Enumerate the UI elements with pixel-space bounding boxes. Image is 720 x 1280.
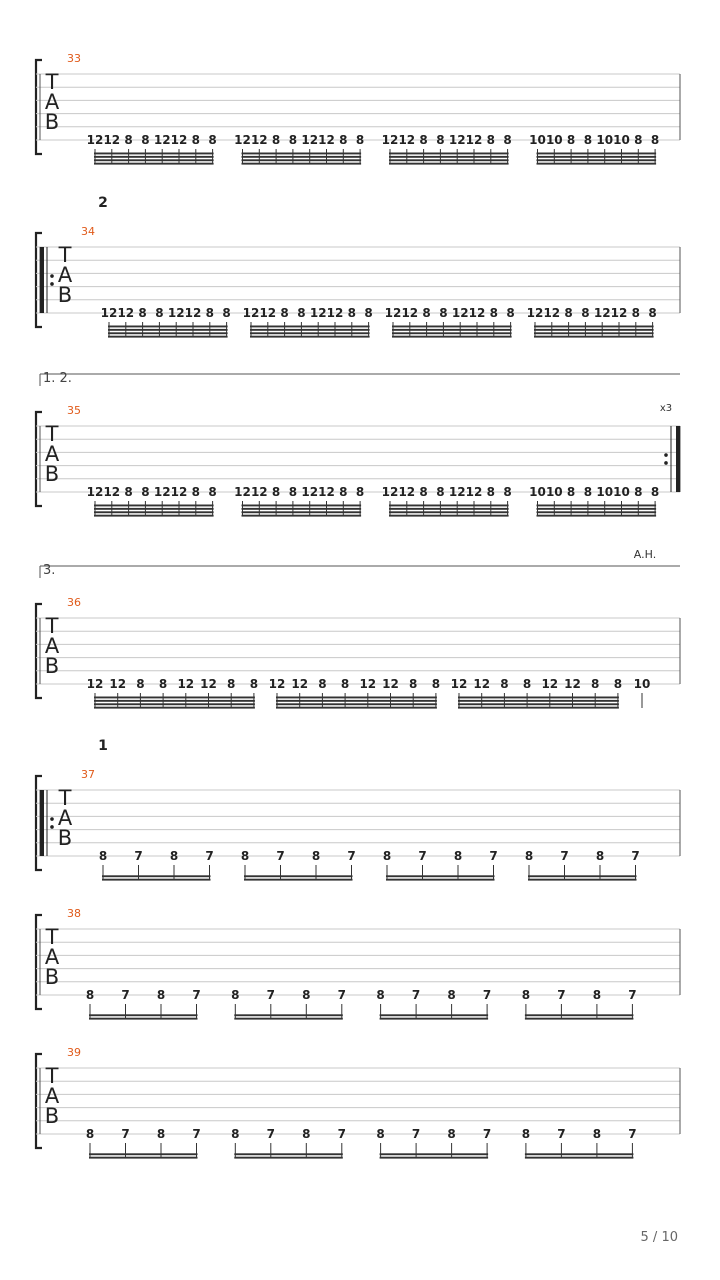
fret-number: 12 xyxy=(86,677,104,691)
fret-number: 12 xyxy=(398,485,416,499)
beam xyxy=(525,1153,634,1155)
beam xyxy=(386,875,495,877)
fret-number: 8 xyxy=(581,306,590,320)
fret-number: 12 xyxy=(167,306,185,320)
fret-number: 12 xyxy=(541,677,559,691)
fret-number: 12 xyxy=(381,133,399,147)
fret-number: 8 xyxy=(355,133,365,147)
beam xyxy=(94,703,255,705)
tab-clef-letter: A xyxy=(57,263,73,287)
fret-number: 12 xyxy=(381,485,399,499)
fret-number: 8 xyxy=(486,133,495,147)
fret-number: 8 xyxy=(566,485,576,499)
fret-number: 8 xyxy=(566,133,576,147)
fret-number: 8 xyxy=(136,677,145,691)
fret-number: 8 xyxy=(141,133,150,147)
fret-number: 8 xyxy=(231,988,240,1002)
fret-number: 7 xyxy=(557,988,566,1002)
repeat-dot xyxy=(50,274,54,278)
beam xyxy=(537,163,657,165)
fret-number: 8 xyxy=(409,677,418,691)
beam xyxy=(102,879,211,881)
beam xyxy=(389,511,509,513)
fret-number: 10 xyxy=(613,485,630,499)
fret-number: 8 xyxy=(503,485,512,499)
fret-number: 8 xyxy=(634,133,643,147)
fret-number: 8 xyxy=(227,677,236,691)
beam xyxy=(242,156,362,158)
page-number: 5 / 10 xyxy=(640,1230,678,1245)
section-number: 2 xyxy=(98,195,108,211)
fret-number: 7 xyxy=(121,1127,130,1141)
fret-number: 12 xyxy=(250,133,268,147)
fret-number: 10 xyxy=(529,485,546,499)
beam xyxy=(389,159,509,161)
measure-number: 39 xyxy=(67,1046,81,1059)
beam xyxy=(108,336,228,338)
beam xyxy=(458,700,619,702)
fret-number: 8 xyxy=(376,988,385,1002)
beam xyxy=(242,159,362,161)
beam xyxy=(94,153,214,155)
beam xyxy=(537,159,657,161)
fret-number: 7 xyxy=(418,849,427,863)
tab-clef-letter: B xyxy=(44,654,60,678)
repeat-dot xyxy=(664,453,668,457)
fret-number: 8 xyxy=(302,1127,311,1141)
fret-number: 12 xyxy=(450,677,468,691)
fret-number: 7 xyxy=(628,988,637,1002)
repeat-end-thick-bar xyxy=(676,426,680,492)
beam xyxy=(94,700,255,702)
fret-number: 7 xyxy=(411,1127,421,1141)
fret-number: 8 xyxy=(650,485,660,499)
beam xyxy=(94,697,255,699)
tab-clef-letter: T xyxy=(45,70,59,94)
fret-number: 8 xyxy=(158,677,168,691)
beam xyxy=(276,700,437,702)
fret-number: 12 xyxy=(384,306,402,320)
fret-number: 12 xyxy=(103,133,121,147)
beam xyxy=(525,1157,634,1159)
fret-number: 12 xyxy=(200,677,217,691)
beam xyxy=(392,329,512,331)
fret-number: 8 xyxy=(297,306,306,320)
beam xyxy=(389,515,509,517)
measure-number: 34 xyxy=(81,225,95,238)
fret-number: 12 xyxy=(473,677,491,691)
fret-number: 7 xyxy=(121,988,130,1002)
beam xyxy=(389,153,509,155)
fret-number: 12 xyxy=(564,677,581,691)
beam xyxy=(380,1157,489,1159)
fret-number: 8 xyxy=(364,306,373,320)
fret-number: 8 xyxy=(489,306,498,320)
fret-number: 7 xyxy=(266,988,275,1002)
tab-clef-letter: A xyxy=(44,1084,60,1108)
fret-number: 10 xyxy=(633,677,651,691)
measure-number: 38 xyxy=(67,907,81,920)
tab-clef-letter: B xyxy=(44,462,60,486)
beam xyxy=(392,326,512,328)
fret-number: 8 xyxy=(124,133,133,147)
beam xyxy=(534,336,654,338)
fret-number: 8 xyxy=(156,988,166,1002)
beam xyxy=(525,1014,634,1016)
tab-clef-letter: B xyxy=(57,826,73,850)
fret-number: 12 xyxy=(170,485,188,499)
beam xyxy=(94,707,255,709)
beam xyxy=(94,505,214,507)
repeat-start-thick-bar xyxy=(40,247,44,313)
fret-number: 12 xyxy=(184,306,202,320)
fret-number: 8 xyxy=(595,849,605,863)
tab-clef-letter: A xyxy=(44,442,60,466)
beam xyxy=(242,153,362,155)
fret-number: 8 xyxy=(208,485,217,499)
beam xyxy=(250,336,370,338)
fret-number: 12 xyxy=(291,677,309,691)
fret-number: 8 xyxy=(382,849,392,863)
beam xyxy=(234,1157,342,1159)
fret-number: 8 xyxy=(240,849,250,863)
beam xyxy=(537,156,657,158)
fret-number: 12 xyxy=(401,306,419,320)
fret-number: 7 xyxy=(276,849,285,863)
fret-number: 7 xyxy=(560,849,569,863)
fret-number: 8 xyxy=(486,485,495,499)
beam xyxy=(392,332,512,334)
fret-number: 8 xyxy=(347,306,356,320)
fret-number: 12 xyxy=(318,485,335,499)
fret-number: 12 xyxy=(468,306,486,320)
tab-clef-letter: B xyxy=(44,110,60,134)
fret-number: 8 xyxy=(85,988,95,1002)
fret-number: 7 xyxy=(192,1127,201,1141)
fret-number: 8 xyxy=(169,849,179,863)
tab-clef-letter: T xyxy=(58,786,72,810)
fret-number: 12 xyxy=(117,306,135,320)
beam xyxy=(244,875,353,877)
fret-number: 8 xyxy=(631,306,640,320)
fret-number: 12 xyxy=(318,133,335,147)
beam xyxy=(234,1153,342,1155)
beam xyxy=(94,511,214,513)
fret-number: 8 xyxy=(524,849,534,863)
beam xyxy=(386,879,495,881)
fret-number: 8 xyxy=(583,485,593,499)
fret-number: 12 xyxy=(326,306,344,320)
beam xyxy=(537,153,657,155)
fret-number: 12 xyxy=(465,485,483,499)
repeat-dot xyxy=(50,817,54,821)
beam xyxy=(389,508,509,510)
beam xyxy=(108,329,228,331)
beam xyxy=(534,329,654,331)
beam xyxy=(250,329,370,331)
fret-number: 8 xyxy=(453,849,463,863)
fret-number: 12 xyxy=(526,306,544,320)
fret-number: 12 xyxy=(465,133,483,147)
fret-number: 12 xyxy=(259,306,277,320)
fret-number: 12 xyxy=(309,306,327,320)
fret-number: 8 xyxy=(447,1127,456,1141)
fret-number: 12 xyxy=(234,485,251,499)
fret-number: 7 xyxy=(205,849,214,863)
beam xyxy=(89,1018,198,1020)
beam xyxy=(458,703,619,705)
fret-number: 12 xyxy=(100,306,118,320)
fret-number: 8 xyxy=(191,485,200,499)
beam xyxy=(89,1153,198,1155)
fret-number: 8 xyxy=(138,306,147,320)
fret-number: 8 xyxy=(500,677,509,691)
fret-number: 12 xyxy=(543,306,561,320)
volta-label: 1. 2. xyxy=(43,371,72,386)
measure-number: 35 xyxy=(67,404,81,417)
fret-number: 8 xyxy=(155,306,164,320)
fret-number: 12 xyxy=(170,133,188,147)
beam xyxy=(242,163,362,165)
beam xyxy=(94,515,214,517)
tab-clef-letter: A xyxy=(44,634,60,658)
beam xyxy=(537,511,657,513)
fret-number: 12 xyxy=(234,133,251,147)
fret-number: 8 xyxy=(302,988,311,1002)
beam xyxy=(250,332,370,334)
fret-number: 8 xyxy=(591,677,600,691)
fret-number: 8 xyxy=(634,485,643,499)
fret-number: 10 xyxy=(613,133,630,147)
beam xyxy=(276,703,437,705)
fret-number: 12 xyxy=(359,677,377,691)
fret-number: 10 xyxy=(529,133,546,147)
fret-number: 8 xyxy=(191,133,200,147)
fret-number: 10 xyxy=(596,133,614,147)
fret-number: 8 xyxy=(521,988,531,1002)
beam xyxy=(528,879,637,881)
beam xyxy=(537,505,657,507)
beam xyxy=(380,1153,489,1155)
fret-number: 12 xyxy=(398,133,416,147)
fret-number: 8 xyxy=(447,988,456,1002)
fret-number: 10 xyxy=(545,485,563,499)
fret-number: 12 xyxy=(301,133,319,147)
beam xyxy=(89,1014,198,1016)
beam xyxy=(392,336,512,338)
beam xyxy=(537,508,657,510)
fret-number: 8 xyxy=(506,306,515,320)
fret-number: 8 xyxy=(648,306,657,320)
fret-number: 8 xyxy=(431,677,441,691)
repeat-count: x3 xyxy=(659,403,673,414)
beam xyxy=(250,326,370,328)
tab-clef-letter: B xyxy=(57,283,73,307)
measure-number: 37 xyxy=(81,768,95,781)
beam xyxy=(244,879,353,881)
beam xyxy=(537,515,657,517)
fret-number: 8 xyxy=(613,677,623,691)
tab-clef-letter: T xyxy=(45,1064,59,1088)
fret-number: 8 xyxy=(650,133,660,147)
repeat-dot xyxy=(50,825,54,829)
fret-number: 10 xyxy=(596,485,614,499)
fret-number: 8 xyxy=(422,306,431,320)
fret-number: 8 xyxy=(564,306,573,320)
fret-number: 7 xyxy=(557,1127,566,1141)
fret-number: 8 xyxy=(355,485,365,499)
beam xyxy=(108,326,228,328)
beam xyxy=(94,163,214,165)
fret-number: 8 xyxy=(439,306,448,320)
beam xyxy=(102,875,211,877)
fret-number: 8 xyxy=(271,485,281,499)
fret-number: 12 xyxy=(593,306,611,320)
fret-number: 12 xyxy=(109,677,127,691)
beam xyxy=(528,875,637,877)
fret-number: 8 xyxy=(288,485,298,499)
beam xyxy=(276,697,437,699)
beam xyxy=(94,156,214,158)
beam xyxy=(389,163,509,165)
tab-clef-letter: A xyxy=(44,945,60,969)
fret-number: 8 xyxy=(419,485,428,499)
beam xyxy=(89,1157,198,1159)
fret-number: 12 xyxy=(301,485,319,499)
tab-clef-letter: T xyxy=(45,614,59,638)
beam xyxy=(242,515,362,517)
beam xyxy=(242,505,362,507)
fret-number: 7 xyxy=(628,1127,637,1141)
fret-number: 12 xyxy=(268,677,286,691)
fret-number: 8 xyxy=(340,677,350,691)
tab-clef-letter: T xyxy=(45,422,59,446)
beam xyxy=(242,511,362,513)
beam xyxy=(242,508,362,510)
volta-label: 3. xyxy=(43,563,56,578)
fret-number: 8 xyxy=(249,677,259,691)
fret-number: 12 xyxy=(86,485,104,499)
fret-number: 8 xyxy=(339,133,348,147)
fret-number: 12 xyxy=(448,485,466,499)
fret-number: 12 xyxy=(177,677,195,691)
fret-number: 8 xyxy=(98,849,108,863)
fret-number: 8 xyxy=(208,133,217,147)
fret-number: 8 xyxy=(521,1127,531,1141)
beam xyxy=(458,707,619,709)
fret-number: 7 xyxy=(482,988,492,1002)
fret-number: 7 xyxy=(266,1127,275,1141)
fret-number: 10 xyxy=(545,133,563,147)
fret-number: 8 xyxy=(376,1127,385,1141)
beam xyxy=(234,1014,342,1016)
beam xyxy=(380,1014,489,1016)
beam xyxy=(534,326,654,328)
section-number: 1 xyxy=(98,738,108,754)
fret-number: 7 xyxy=(489,849,498,863)
beam xyxy=(94,159,214,161)
fret-number: 8 xyxy=(522,677,532,691)
fret-number: 12 xyxy=(448,133,466,147)
beam xyxy=(108,332,228,334)
fret-number: 8 xyxy=(222,306,231,320)
fret-number: 8 xyxy=(592,1127,602,1141)
tab-clef-letter: B xyxy=(44,965,60,989)
repeat-start-thick-bar xyxy=(40,790,44,856)
fret-number: 8 xyxy=(503,133,512,147)
fret-number: 8 xyxy=(231,1127,240,1141)
beam xyxy=(234,1018,342,1020)
fret-number: 8 xyxy=(436,485,445,499)
fret-number: 8 xyxy=(156,1127,166,1141)
fret-number: 8 xyxy=(339,485,348,499)
fret-number: 8 xyxy=(288,133,298,147)
measure-number: 36 xyxy=(67,596,81,609)
fret-number: 8 xyxy=(419,133,428,147)
fret-number: 8 xyxy=(583,133,593,147)
fret-number: 7 xyxy=(631,849,640,863)
beam xyxy=(389,156,509,158)
repeat-dot xyxy=(50,282,54,286)
fret-number: 7 xyxy=(337,1127,346,1141)
fret-number: 8 xyxy=(271,133,281,147)
fret-number: 12 xyxy=(382,677,399,691)
fret-number: 8 xyxy=(280,306,289,320)
fret-number: 12 xyxy=(153,485,171,499)
beam xyxy=(525,1018,634,1020)
beam xyxy=(276,707,437,709)
fret-number: 7 xyxy=(482,1127,492,1141)
fret-number: 8 xyxy=(436,133,445,147)
tab-clef-letter: T xyxy=(58,243,72,267)
annotation-text: A.H. xyxy=(633,548,657,561)
fret-number: 7 xyxy=(192,988,201,1002)
fret-number: 8 xyxy=(205,306,214,320)
fret-number: 8 xyxy=(311,849,321,863)
fret-number: 8 xyxy=(124,485,133,499)
fret-number: 12 xyxy=(153,133,171,147)
fret-number: 12 xyxy=(451,306,469,320)
fret-number: 7 xyxy=(411,988,421,1002)
fret-number: 8 xyxy=(592,988,602,1002)
fret-number: 8 xyxy=(85,1127,95,1141)
tab-clef-letter: T xyxy=(45,925,59,949)
fret-number: 8 xyxy=(318,677,327,691)
fret-number: 12 xyxy=(610,306,628,320)
measure-number: 33 xyxy=(67,52,81,65)
tab-clef-letter: A xyxy=(57,806,73,830)
repeat-dot xyxy=(664,461,668,465)
fret-number: 12 xyxy=(250,485,268,499)
fret-number: 12 xyxy=(103,485,121,499)
beam xyxy=(534,332,654,334)
fret-number: 12 xyxy=(86,133,104,147)
fret-number: 7 xyxy=(134,849,143,863)
beam xyxy=(458,697,619,699)
fret-number: 12 xyxy=(242,306,260,320)
beam xyxy=(380,1018,489,1020)
fret-number: 8 xyxy=(141,485,150,499)
fret-number: 7 xyxy=(347,849,356,863)
tab-clef-letter: B xyxy=(44,1104,60,1128)
beam xyxy=(389,505,509,507)
tab-clef-letter: A xyxy=(44,90,60,114)
beam xyxy=(94,508,214,510)
fret-number: 7 xyxy=(337,988,346,1002)
